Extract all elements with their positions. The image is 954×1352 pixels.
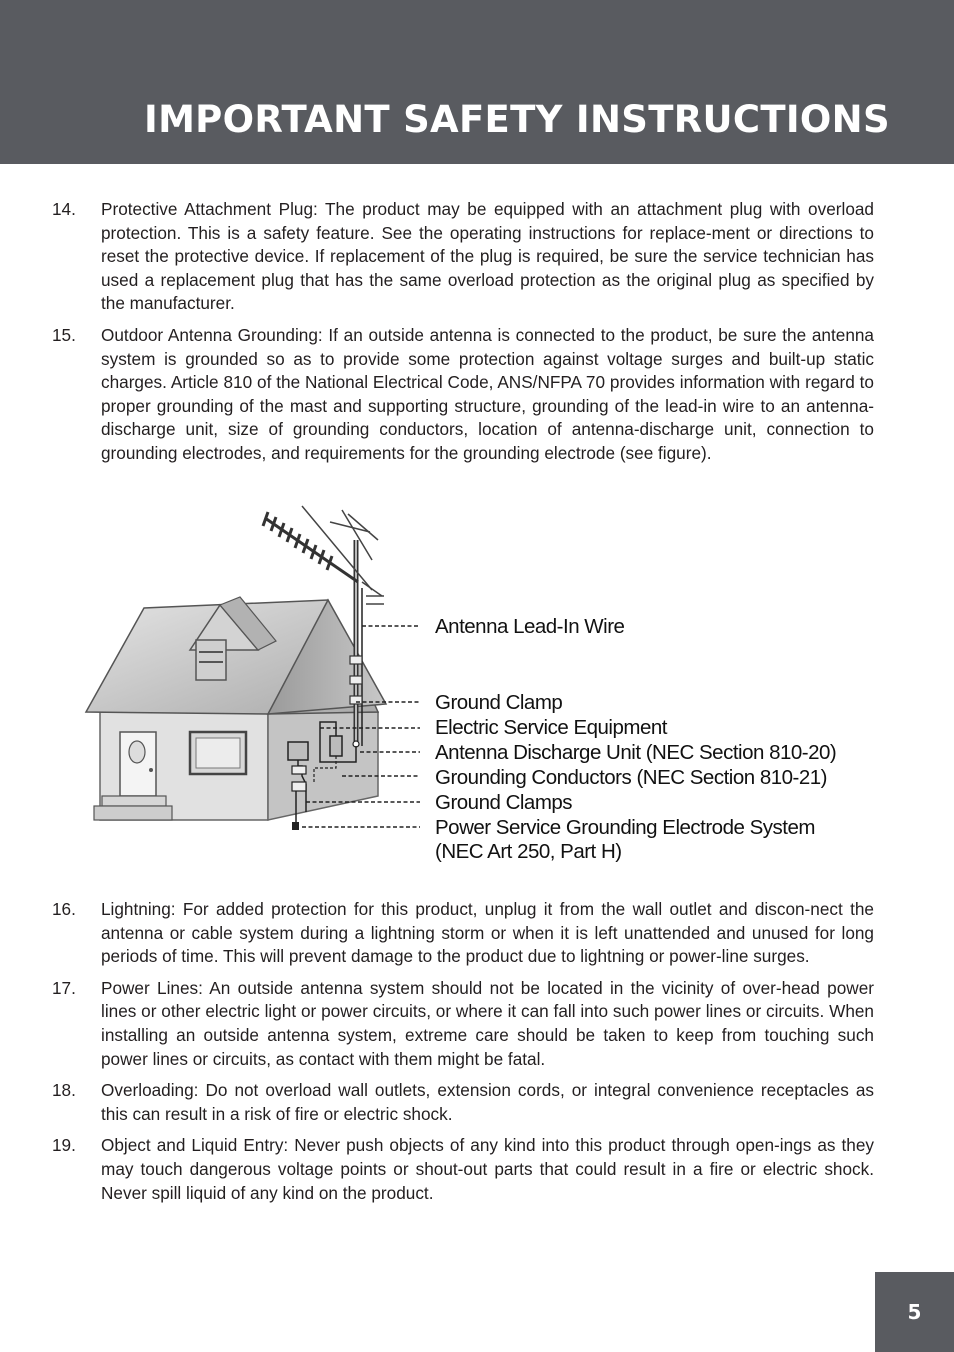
list-item — [52, 198, 874, 316]
item-number: 18. — [52, 1080, 76, 1101]
label-electrode-system: Power Service Grounding Electrode System — [435, 816, 815, 839]
page-title: IMPORTANT SAFETY INSTRUCTIONS — [144, 98, 890, 141]
list-item — [52, 1079, 874, 1126]
item-number: 19. — [52, 1135, 76, 1156]
antenna-grounding-figure — [80, 500, 860, 880]
item-text: Outdoor Antenna Grounding: If an outside antenna is connected to the product, be sure the antenna system is grounded so as to provide some protection against voltage surges and built-up static charges. Article 810 of the National Electrical Code, ANS/NFPA 70 provides information with regard to proper grounding of the mast and supporting structure, grounding of the lead-in wire to an antenna-discharge unit, size of grounding conductors, location of antenna-discharge unit, connection to grounding electrodes, and requirements for the grounding electrode (see figure). — [101, 324, 874, 463]
label-ground-clamps: Ground Clamps — [435, 791, 573, 814]
label-electrode-system-ref: (NEC Art 250, Part H) — [435, 840, 622, 863]
list-item — [52, 898, 874, 969]
page-number: 5 — [875, 1272, 954, 1352]
list-item — [52, 324, 874, 466]
item-number: 16. — [52, 899, 76, 919]
label-ground-clamp: Ground Clamp — [435, 691, 563, 714]
list-item — [52, 1134, 874, 1205]
instruction-list-bottom — [52, 898, 874, 1205]
item-number: 15. — [52, 324, 76, 345]
label-grounding-conductors: Grounding Conductors (NEC Section 810-21) — [435, 766, 827, 789]
item-text: Overloading: Do not overload wall outlets, extension cords, or integral convenience receptacles as this can result in a risk of fire or electric shock. — [101, 1080, 874, 1124]
page-header — [0, 0, 954, 164]
label-discharge-unit: Antenna Discharge Unit (NEC Section 810-20) — [435, 741, 837, 764]
item-text: Protective Attachment Plug: The product may be equipped with an attachment plug with overload protection. This is a safety feature. See the operating instructions for replace-ment or directions to reset the protective device. If replacement of the plug is required, be sure the service technician has used a replacement plug that has the same overload protection as the original plug as specified by the manufacturer. — [101, 199, 874, 314]
list-item — [52, 977, 874, 1071]
label-lead-in-wire: Antenna Lead-In Wire — [435, 615, 625, 638]
instruction-list-top — [52, 198, 874, 466]
item-number: 14. — [52, 199, 76, 219]
label-electric-service: Electric Service Equipment — [435, 716, 667, 739]
item-number: 17. — [52, 977, 76, 998]
item-text: Lightning: For added protection for this product, unplug it from the wall outlet and discon-nect the antenna or cable system during a lightning storm or when it is left unattended and unused for long periods of time. This will prevent damage to the product due to lightning or power-line surges. — [101, 899, 874, 967]
item-text: Power Lines: An outside antenna system should not be located in the vicinity of over-head power lines or other electric light or power circuits, or where it can fall into such power lines or circuits. When installing an outside antenna system, extreme care should be taken to keep from touching such power lines or circuits, as contact with them might be fatal. — [101, 977, 874, 1069]
item-text: Object and Liquid Entry: Never push objects of any kind into this product through open-ings as they may touch dangerous voltage points or shout-out parts that could result in a fire or electric shock. Never spill liquid of any kind on the product. — [101, 1135, 874, 1203]
